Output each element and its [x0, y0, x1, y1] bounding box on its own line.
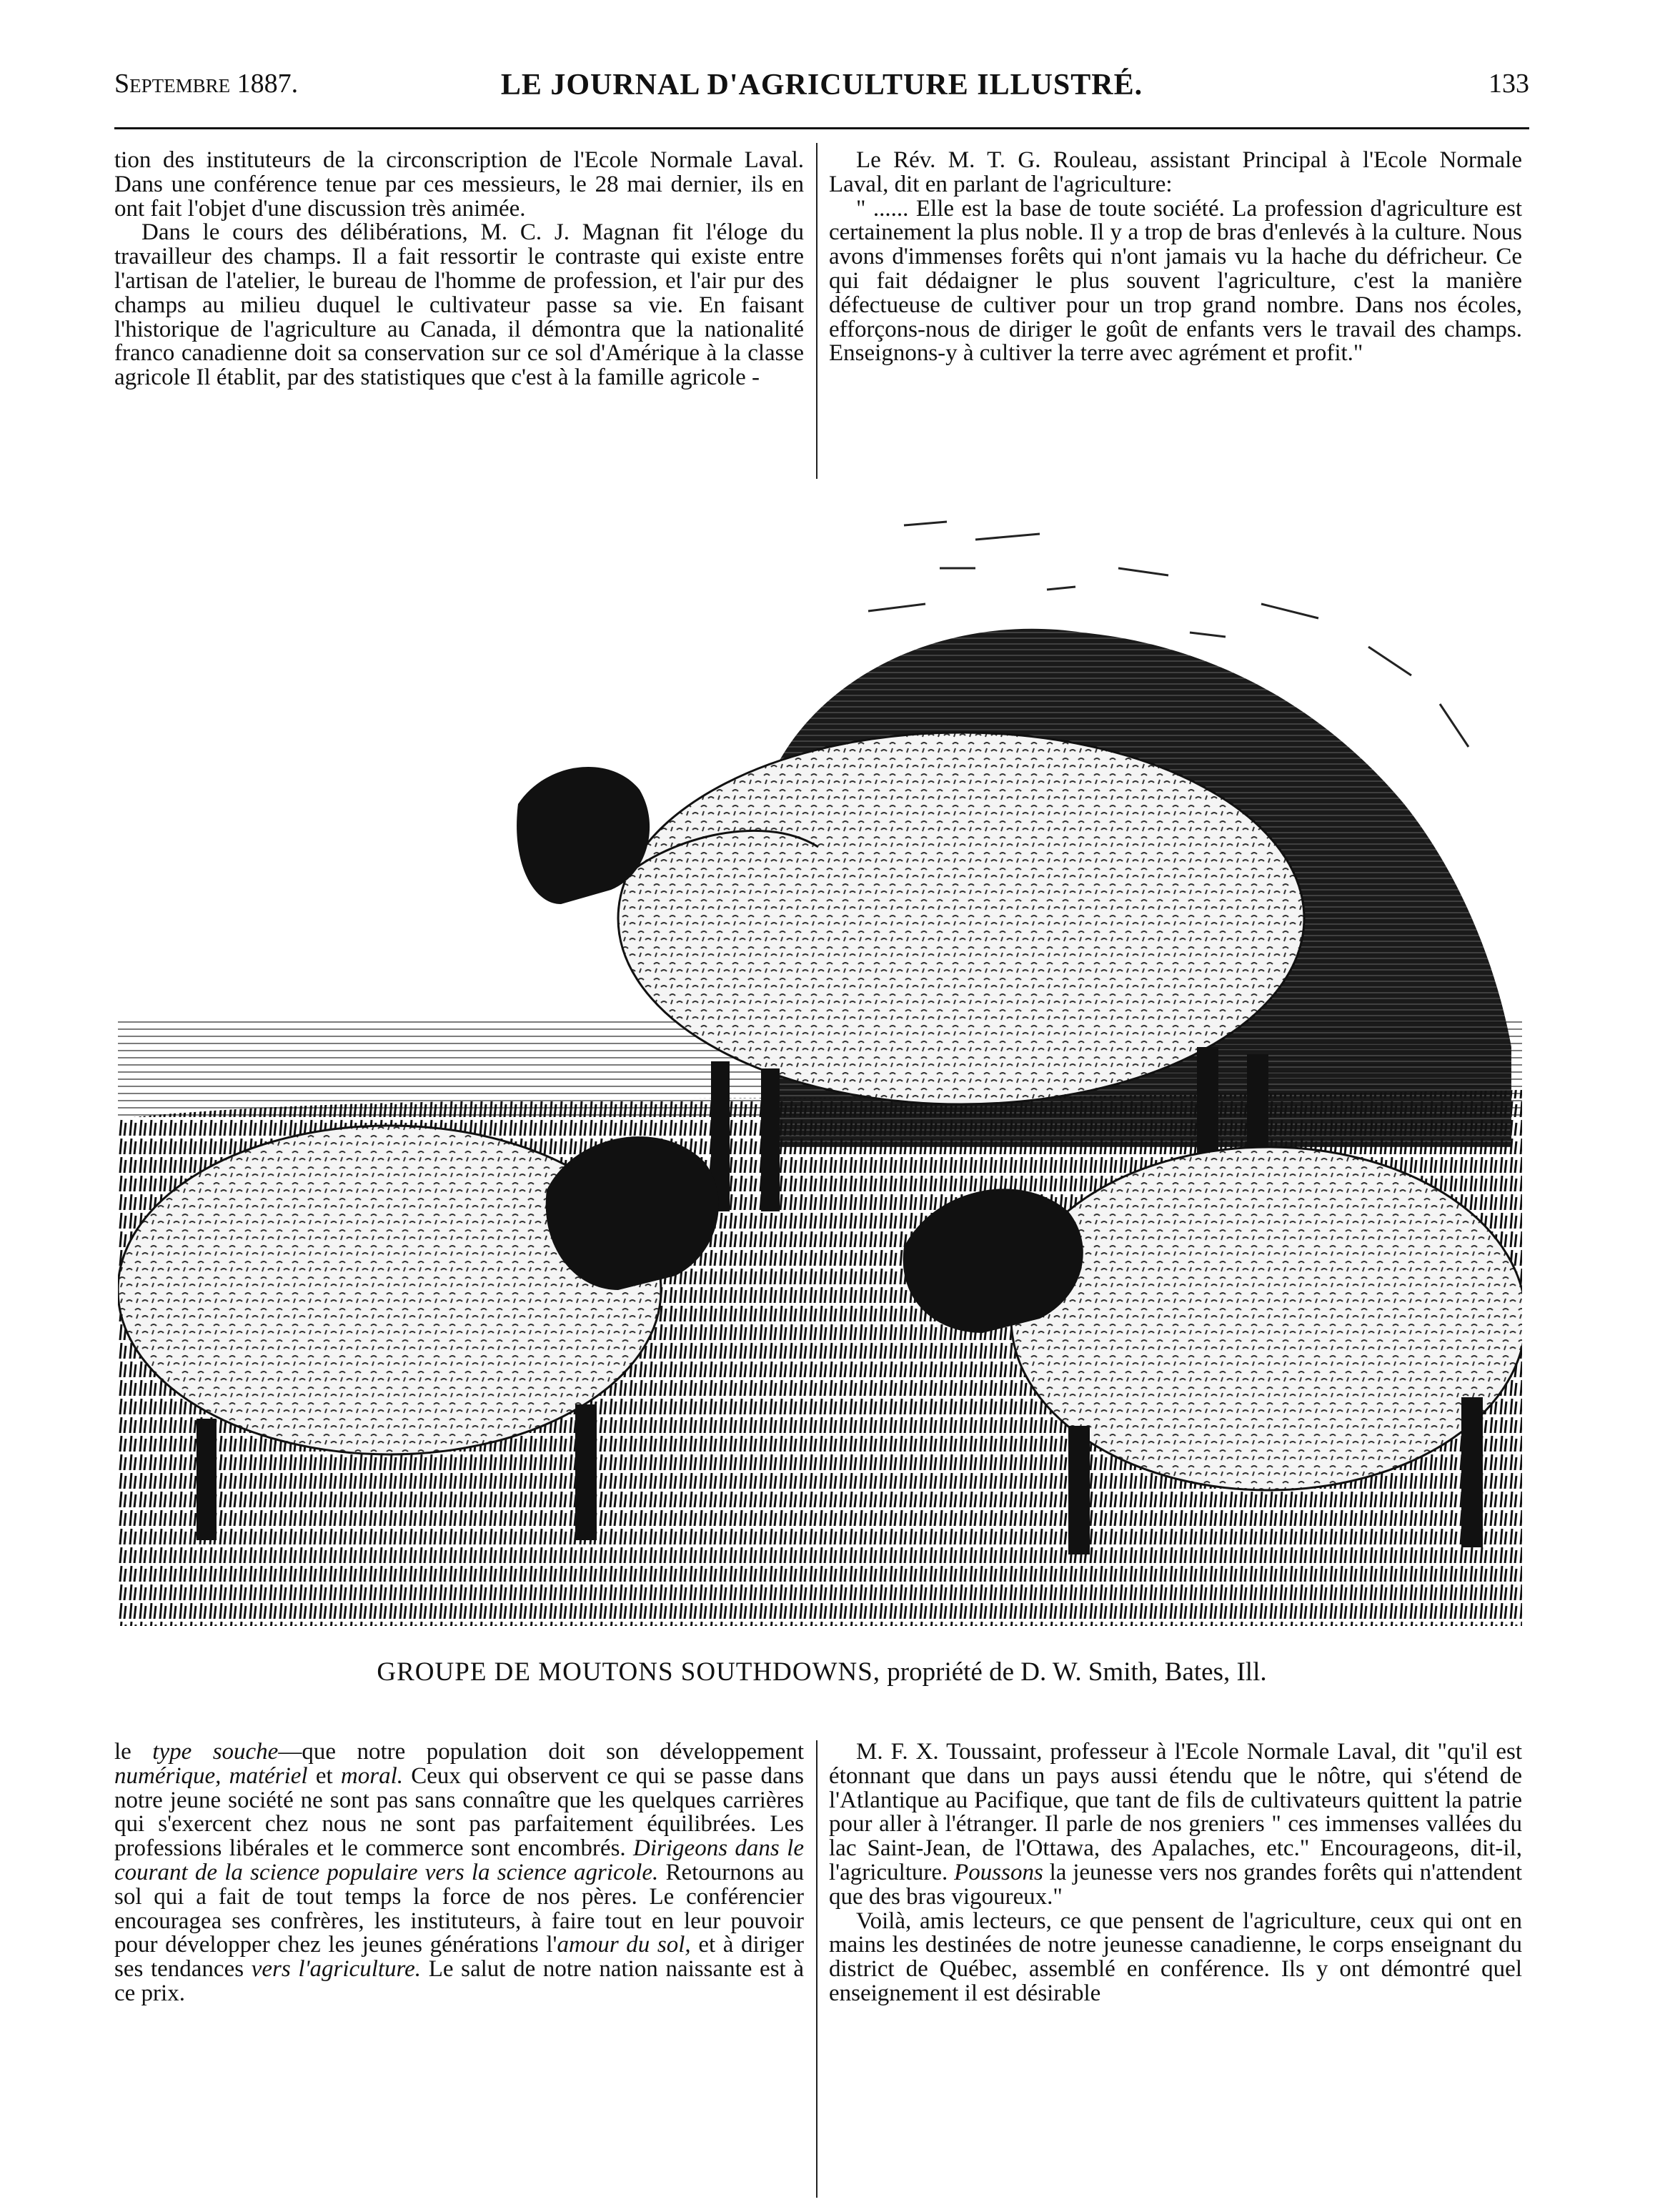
paragraph — [829, 1740, 1522, 1910]
figure-caption — [114, 1657, 1529, 1687]
italic-run: Dirigeons dans le courant de la science populaire vers la science agricole. — [114, 1835, 804, 1885]
bottom-left-column — [114, 1740, 804, 2006]
page-number: 133 — [1488, 69, 1529, 99]
header-rule — [114, 127, 1529, 129]
text-run: Ceux qui observent ce qui se passe dans notre jeune société ne sont pas sans connaître que les quelques carrières qui s'exercent chez nous ne sont pas parfaitement équilibrées. Les professions libérales et le commerce sont encombrés. — [114, 1762, 804, 1862]
paragraph: " ...... Elle est la base de toute société. La profession d'agriculture est certainement la plus noble. Il y a trop de bras d'enlevés à la culture. Nous avons d'immenses forêts qui n'ont jamais vu la hache du défricheur. Ce qui fait dédaigner le plus souvent l'agriculture, c'est la manière défectueuse de cultiver pour un trop grand nombre. Dans nos écoles, efforçons-nous de diriger le goût de enfants vers le travail des champs. Enseignons-y à cultiver la terre avec agrément et profit." — [829, 195, 1522, 367]
italic-run: Poussons — [954, 1859, 1043, 1885]
column-divider-bottom — [816, 1740, 817, 2198]
journal-title: LE JOURNAL D'AGRICULTURE ILLUSTRÉ. — [500, 69, 1143, 101]
text-run: Retournons au sol qui a fait de tout temps la force de nos pères. Le conférencier encouragea ses confrères, les instituteurs, à faire tout en leur pouvoir pour développer chez les jeunes générations l' — [114, 1859, 804, 1958]
italic-run: type souche — [152, 1739, 279, 1765]
text-run: et — [307, 1762, 341, 1789]
paragraph: Voilà, amis lecteurs, ce que pensent de l'agriculture, ceux qui ont en mains les destinées de notre jeunesse canadienne, le corps enseignant du district de Québec, assemblé en conférence. Ils y ont démontré quel enseignement il est désirable — [829, 1908, 1522, 2006]
text-run: M. F. X. Toussaint, professeur à l'Ecole Normale Laval, dit "qu'il est étonnant que dans un pays aussi étendu que le nôtre, qui s'étend de l'Atlantique au Pacifique, que tant de fils de cultivateurs quittent la patrie pour aller à l'étranger. Il parle de nos greniers " ces immenses vallées du lac Saint-Jean, de l'Ottawa, des Apalaches, etc." Encourageons, dit-il, l'agriculture. — [829, 1739, 1522, 1885]
text-run: et à diriger ses tendances — [114, 1932, 804, 1983]
column-divider-top — [816, 143, 817, 479]
paragraph: Le Rév. M. T. G. Rouleau, assistant Principal à l'Ecole Normale Laval, dit en parlant de l'agriculture: — [829, 147, 1522, 197]
text-run: la jeunesse vers nos grandes forêts qui n'attendent que des bras vigoureux." — [829, 1859, 1522, 1910]
bottom-right-column — [829, 1740, 1522, 2006]
text-run: le — [114, 1739, 153, 1765]
paragraph: Dans le cours des délibérations, M. C. J. Magnan fit l'éloge du travailleur des champs. Il a fait ressortir le contraste qui existe entre l'artisan de l'atelier, le bureau de l'homme de profession, et l'air pur des champs au milieu duquel le cultivateur passe sa vie. En faisant l'historique de l'agriculture au Canada, il démontra que la nationalité franco canadienne doit sa conservation sur ce sol d'Amérique à la classe agricole Il établit, par des statistiques que c'est à la famille agricole - — [114, 219, 804, 391]
text-run: —que notre population doit son développement — [278, 1739, 804, 1765]
text-run: Le salut de notre nation naissante est à ce prix. — [114, 1956, 804, 2006]
italic-run: vers l'agriculture. — [251, 1956, 422, 1983]
paragraph — [114, 1740, 804, 2006]
italic-run: amour du sol, — [557, 1932, 691, 1958]
caption-attribution: propriété de D. W. Smith, Bates, Ill. — [880, 1657, 1267, 1687]
paragraph: tion des instituteurs de la circonscription de l'Ecole Normale Laval. Dans une conférence tenue par ces messieurs, le 28 mai dernier, ils en ont fait l'objet d'une discussion très animée. — [114, 147, 804, 222]
running-header — [114, 68, 1529, 111]
top-left-column — [114, 149, 804, 390]
italic-run: numérique, matériel — [114, 1762, 308, 1789]
top-right-column — [829, 149, 1522, 366]
sheep-engraving-illustration — [118, 504, 1522, 1626]
header-date: Septembre 1887. — [114, 69, 299, 99]
italic-run: moral. — [340, 1762, 404, 1789]
caption-title: GROUPE DE MOUTONS SOUTHDOWNS, — [377, 1657, 881, 1687]
